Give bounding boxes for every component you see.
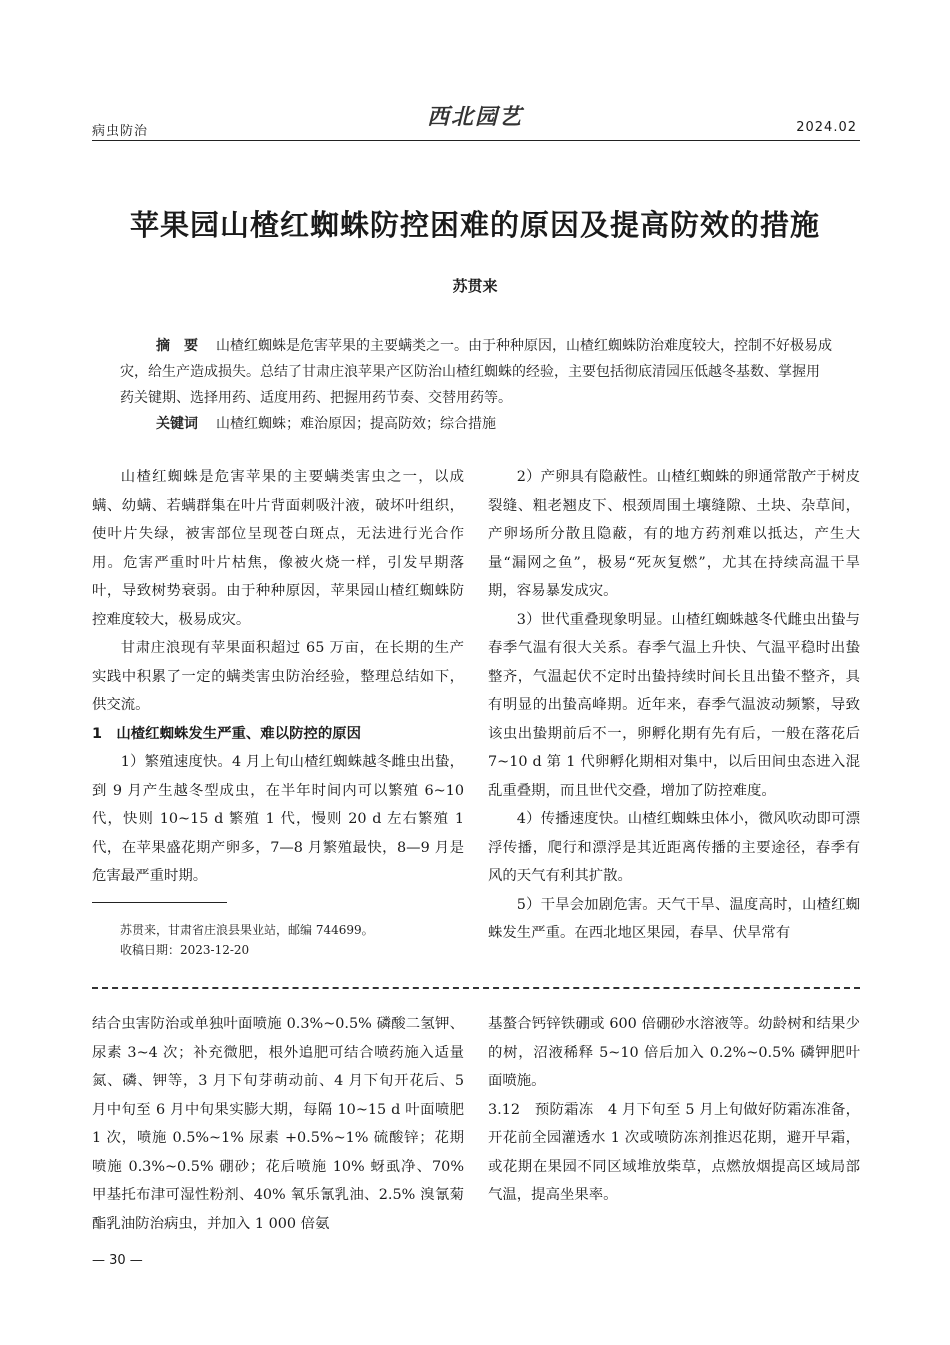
- body-paragraph: 山楂红蜘蛛是危害苹果的主要螨类害虫之一，以成螨、幼螨、若螨群集在叶片背面刺吸汁液，破坏叶组织，使叶片失绿，被害部位呈现苍白斑点，无法进行光合作用。危害严重时叶片枯焦，像被火烧一样，引发早期落叶，导致树势衰弱。由于种种原因，苹果园山楂红蜘蛛防控难度较大，极易成灾。: [92, 469, 464, 628]
- abstract-paragraph: [120, 333, 832, 411]
- right-column-bottom: [488, 1010, 860, 1210]
- article-title: 苹果园山楂红蜘蛛防控困难的原因及提高防效的措施: [129, 208, 820, 242]
- abstract-block: [120, 333, 832, 437]
- body-paragraph: 2）产卵具有隐蔽性。山楂红蜘蛛的卵通常散产于树皮裂缝、粗老翘皮下、根颈周围土壤缝隙、土块、杂草间，产卵场所分散且隐蔽，有的地方药剂难以抵达，产生大量“漏网之鱼”，极易“死灰复燃”，尤其在持续高温干旱期，容易暴发成灾。: [488, 469, 860, 599]
- body-paragraph: 甘肃庄浪现有苹果面积超过 65 万亩，在长期的生产实践中积累了一定的螨类害虫防治经验，整理总结如下，供交流。: [92, 640, 464, 713]
- subsection-paragraph: 3.12 预防霜冻 4 月下旬至 5 月上旬做好防霜冻准备，开花前全园灌透水 1 次或喷防冻剂推迟花期，避开早霜，或花期在果园不同区域堆放柴草，点燃放烟提高区域局部气温，提高坐果率。: [488, 1101, 860, 1203]
- body-paragraph: 基螯合钙锌铁硼或 600 倍硼砂水溶液等。幼龄树和结果少的树，沼液稀释 5~10 倍后加入 0.2%~0.5% 磷钾肥叶面喷施。: [488, 1016, 860, 1089]
- header-section: 病虫防治: [92, 124, 149, 139]
- page-number: — 30 —: [92, 1253, 143, 1268]
- body-paragraph: 4）传播速度快。山楂红蜘蛛虫体小，微风吹动即可漂浮传播，爬行和漂浮是其近距离传播的主要途径，春季有风的天气有利其扩散。: [488, 811, 860, 884]
- abstract-text: 山楂红蜘蛛是危害苹果的主要螨类之一。由于种种原因，山楂红蜘蛛防治难度较大，控制不好极易成灾，给生产造成损失。总结了甘肃庄浪苹果产区防治山楂红蜘蛛的经验，主要包括彻底清园压低越冬基数、掌握用药关键期、选择用药、适度用药、把握用药节奏、交替用药等。: [120, 338, 832, 406]
- header-issue: 2024.02: [796, 120, 857, 135]
- abstract-label: 摘 要: [156, 338, 198, 354]
- right-column-top: [488, 463, 860, 948]
- body-paragraph: 5）干旱会加剧危害。天气干旱、温度高时，山楂红蜘蛛发生严重。在西北地区果园，春旱、伏旱常有: [488, 896, 860, 941]
- page-cut-divider: [92, 987, 860, 989]
- body-paragraph: 1）繁殖速度快。4 月上旬山楂红蜘蛛越冬雌虫出蛰，到 9 月产生越冬型成虫，在半年时间内可以繁殖 6~10 代，快则 10~15 d 繁殖 1 代，慢则 20 d 左右繁殖 1 代，在苹果盛花期产卵多，7—8 月繁殖最快，8—9 月是危害最严重时期。: [92, 754, 464, 884]
- footnote-rule: [92, 902, 227, 903]
- footnote: [120, 920, 460, 960]
- body-paragraph: 结合虫害防治或单独叶面喷施 0.3%~0.5% 磷酸二氢钾、尿素 3~4 次；补充微肥，根外追肥可结合喷药施入适量氮、磷、钾等，3 月下旬芽萌动前、4 月下旬开花后、5 月中旬至 6 月中旬果实膨大期，每隔 10~15 d 叶面喷肥 1 次，喷施 0.5%~1% 尿素 +0.5%~1% 硫酸锌；花期喷施 0.3%~0.5% 硼砂；花后喷施 10% 蚜虱净、70% 甲基托布津可湿性粉剂、40% 氧乐氰乳油、2.5% 溴氰菊酯乳油防治病虫，并加入 1 000 倍氨: [92, 1016, 464, 1232]
- left-column-bottom: [92, 1010, 464, 1238]
- body-paragraph: 3）世代重叠现象明显。山楂红蜘蛛越冬代雌虫出蛰与春季气温有很大关系。春季气温上升快、气温平稳时出蛰整齐，气温起伏不定时出蛰持续时间长且出蛰不整齐，具有明显的出蛰高峰期。近年来，春季气温波动频繁，导致该虫出蛰期前后不一，卵孵化期有先有后，一般在落花后 7~10 d 第 1 代卵孵化期相对集中，以后田间虫态进入混乱重叠期，而且世代交叠，增加了防控难度。: [488, 611, 860, 799]
- footnote-received: 收稿日期：2023-12-20: [120, 943, 250, 957]
- footnote-author: 苏贯来，甘肃省庄浪县果业站，邮编 744699。: [120, 923, 374, 937]
- keywords-text: 山楂红蜘蛛；难治原因；提高防效；综合措施: [216, 416, 496, 432]
- header-rule: [92, 140, 860, 141]
- article-author: 苏贯来: [452, 277, 498, 295]
- keywords-label: 关键词: [156, 416, 198, 432]
- left-column-top: [92, 463, 464, 891]
- section-heading: 1 山楂红蜘蛛发生严重、难以防控的原因: [92, 725, 362, 742]
- journal-logo: 西北园艺: [426, 104, 523, 130]
- keywords-paragraph: [120, 411, 832, 437]
